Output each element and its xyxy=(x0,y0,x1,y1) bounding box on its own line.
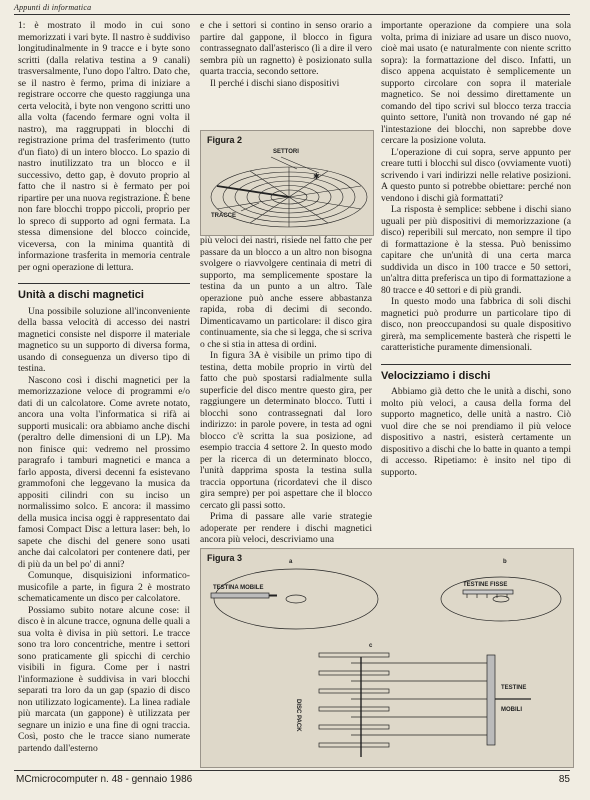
asterisk-mark: ✱ xyxy=(313,172,320,181)
section-heading: Velocizziamo i dischi xyxy=(381,364,571,383)
paragraph: più veloci dei nastri, risiede nel fatto che per passare da un blocco a un altro non bisogna svolgere o riavvolgere centinaia di metri di supporto, ma semplicemente spostare la testina da un punto a un altro. Tale operazione può anche essere abbastanza rapida, roba di decimi di secondo. Dimenticavamo un particolare: il disco gira continuamente, sia che si legga, che si scriva o che si stia in attesa di ordini. xyxy=(200,235,372,350)
label-c: c xyxy=(369,643,373,649)
paragraph: Una possibile soluzione all'inconveniente della bassa velocità di accesso dei nastri magnetici consiste nel disporre il materiale magnetico su un supporto di diversa forma, usando di conseguenza un diverso tipo di testina. xyxy=(18,305,190,374)
figure-label: Figura 3 xyxy=(207,553,243,563)
header-rule xyxy=(14,14,570,15)
paragraph: In figura 3A è visibile un primo tipo di testina, detta mobile proprio in virtù del fatto che può spostarsi radialmente sulla superficie del disco mentre questo gira, per raggiungere un determinato blocco. Tutti i blocchi sono contrassegnati dal loro indirizzo: in parole povere, in testa ad ogni blocco c'è scritta la sua posizione, ad esempio traccia 4 settore 2. In questo modo per la ricerca di un determinato blocco, l'unità dapprima sposta la testina sulla traccia opportuna (ricordatevi che il disco gira sempre) per poi aspettare che il blocco cercato gli passi sotto. xyxy=(200,350,372,511)
paragraph: Abbiamo già detto che le unità a dischi, sono molto più veloci, a causa della forma del supporto magnetico, delle unità a nastro. Ciò vuol dire che se noi prendiamo il più veloce dispositivo a nastri, esisterà certamente un dispositivo a dischi che lo batte in quanto a tempi di accesso. Ripetiamo: è insito nel tipo di supporto. xyxy=(381,386,571,478)
figure-2 xyxy=(200,130,374,236)
paragraph: 1: è mostrato il modo in cui sono memorizzati i vari byte. Il nastro è suddiviso longitudinalmente in 9 tracce e i byte sono scritti (dalla relativa testina a 9 canali) trasversalmente, l'uno dopo l'altro. Dato che, se il nastro è fermo, prima di iniziare a registrare occorre che questo raggiunga una certa velocità, i byte non vengono scritti uno alla volta (facendo fermare ogni volta il nastro), ma raggruppati in blocchi di registrazione prima del trasferimento (tutto d'un fiato) di un intero blocco. Lo spazio di nastro inutilizzato tra un blocco e il successivo, detto gap, è dovuto proprio al fatto che il nastro si è fermato per poi ripartire per una nuova registrazione. È bene non fare blocchi troppo piccoli, proprio per lo spreco di supporto ad ogni fermata. La stessa dimensione del blocco coincide, viceversa, con la minima quantità di informazione trasferita in memoria centrale per ogni operazione di lettura. xyxy=(18,20,190,273)
disk-diagram xyxy=(201,131,373,235)
testine-fisse-label: TESTINE FISSE xyxy=(463,582,508,588)
paragraph: Il perché i dischi siano dispositivi xyxy=(210,77,340,89)
text-column-3 xyxy=(381,20,571,478)
figure-label: Figura 2 xyxy=(207,135,243,145)
paragraph: Prima di passare alle varie strategie adoperate per rendere i dischi magnetici ancora più veloci, descriviamo una xyxy=(200,511,372,545)
paragraph: L'operazione di cui sopra, serve appunto per creare tutti i blocchi sul disco (ovviamente vuoti) scrivendo i vari indirizzi nelle relative posizioni. A questo punto si potrebbe obiettare: perché non vendono i dischi già formattati? xyxy=(381,146,571,204)
footer-rule xyxy=(14,770,570,771)
settori-label: SETTORI xyxy=(273,149,299,155)
section-heading: Unità a dischi magnetici xyxy=(18,283,190,302)
text-column-2-bottom xyxy=(200,235,372,546)
disc-pack-label: DISC PACK xyxy=(295,699,301,732)
paragraph: importante operazione da compiere una sola volta, prima di iniziare ad usare un disco nuovo, cioè mai usato (e naturalmente con niente scritto sopra): la formattazione del disco. Infatti, un disco appena acquistato è semplicemente un supporto circolare con sopra il materiale magnetico. Se noi dessimo direttamente un comando del tipo scrivi sul blocco terza traccia quinto settore, l'unità non trovando né gap né l'intestazione dei blocchi, non saprebbe dove cercare la posizione voluta. xyxy=(381,20,571,146)
magazine-issue: MCmicrocomputer n. 48 - gennaio 1986 xyxy=(16,774,193,785)
heads-diagram xyxy=(201,549,573,767)
label-a: a xyxy=(289,559,293,565)
figure-3 xyxy=(200,548,574,768)
testine-mobili-label-2: MOBILI xyxy=(501,707,522,713)
paragraph: Comunque, disquisizioni informatico-musicofile a parte, in figura 2 è mostrato schematicamente un disco per calcolatore. xyxy=(18,570,190,604)
testine-mobili-label-1: TESTINE xyxy=(501,685,527,691)
paragraph: Possiamo subito notare alcune cose: il disco è in alcune tracce, ognuna delle quali a sua volta è divisa in più settori. Le tracce sono tra loro concentriche, mentre i settori sono praticamente gli spicchi di cerchio visibili in figura. Come per i nastri l'informazione è suddivisa in vari blocchi separati tra loro da un gap (spazio di disco non utilizzato logicamente). La linea radiale più marcata (un gappone) è utilizzata per segnare un inizio e una fine di ogni traccia. Così, posto che le tracce siano numerate partendo dall'esterno xyxy=(18,604,190,754)
paragraph: In questo modo una fabbrica di soli dischi magnetici può produrre un particolare tipo di disco, non preoccupandosi su quale dispositivo girerà, ma semplicemente basterà che rispetti le caratteristiche puramente dimensionali. xyxy=(381,296,571,353)
paragraph: e che i settori si contino in senso orario a partire dal gappone, il blocco in figura contrassegnato dall'asterisco (lì a dire il vero sembra più un ragnetto) è posizionato sulla quarta traccia, secondo settore. xyxy=(200,20,372,77)
paragraph: Nascono così i dischi magnetici per la memorizzazione veloce di programmi e/o dati di un calcolatore. Come avrete notato, ancora una volta l'informatica si rifà ai supporti musicali: ora abbiamo anche dischi (peraltro delle dimensioni di un LP). Ma non finisce qui: vedremo nel prossimo paragrafo i tamburi magnetici e manca a farlo apposta, diversi decenni fa esistevano grammofoni che leggevano la musica da appositi cilindri con su inciso un normalissimo solco. E ancora: il massimo della musica incisa oggi è rappresentato dai famosi Compact Disc a lettura laser: beh, lo sapete che dischi del genere sono usati anche dai calcolatori per contenere dati, per di più da un bel po' di anni? xyxy=(18,374,190,570)
testina-mobile-label: TESTINA MOBILE xyxy=(213,585,264,591)
label-b: b xyxy=(503,559,507,565)
text-column-1 xyxy=(18,20,190,754)
paragraph: La risposta è semplice: sebbene i dischi siano uguali per più dispositivi di memorizzazione (a disco) reperibili sul mercato, non sempre il tipo di formattazione è la stessa. Può benissimo capitare che un'unità di una certa marca suddivida un disco in 100 tracce e 50 settori, un'altra ditta preferisca un tipo di formattazione a 80 tracce e 40 settori e di più grandi. xyxy=(381,204,571,296)
running-head: Appunti di informatica xyxy=(14,3,92,12)
text-column-2-top xyxy=(200,20,372,89)
page-number: 85 xyxy=(558,774,570,785)
tracce-label: TRACCE xyxy=(211,213,236,219)
